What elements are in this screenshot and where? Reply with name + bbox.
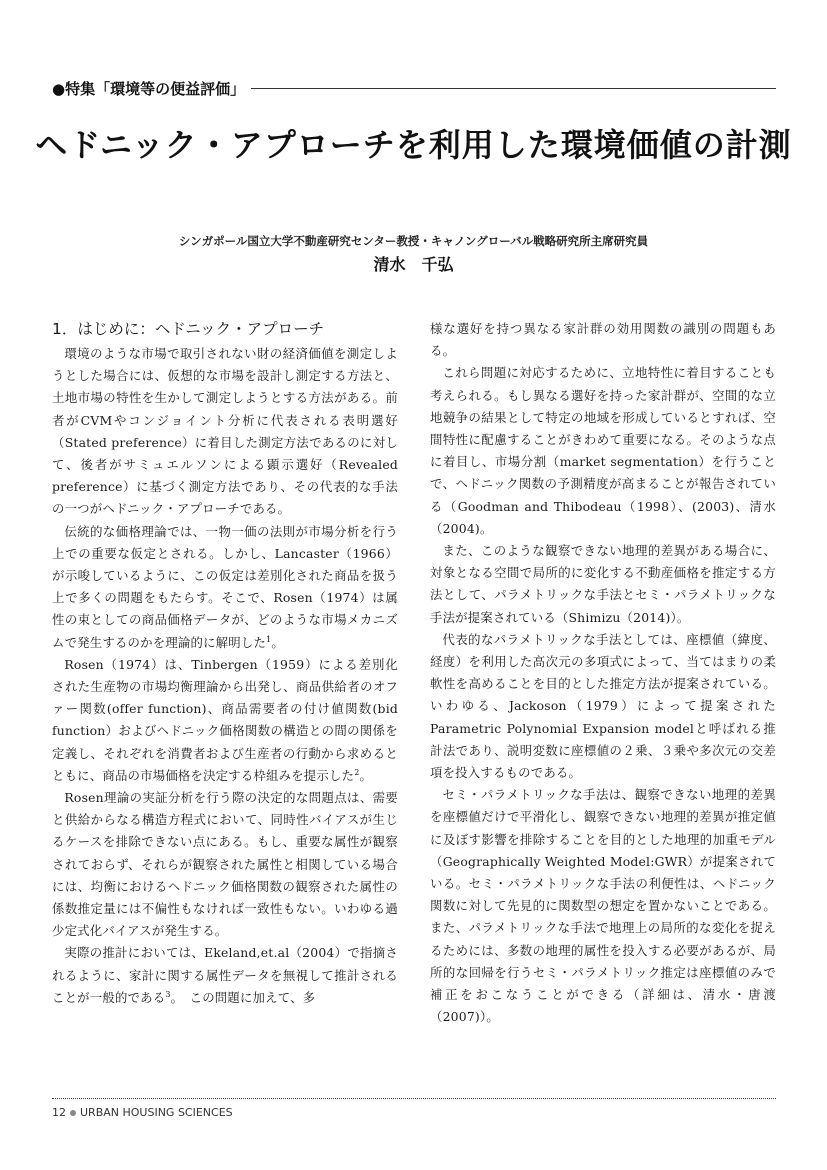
- paragraph: [52, 343, 398, 521]
- paragraph-text: Rosen（1974）は、Tinbergen（1959）による差別化された生産物の市場均衡理論から出発し、商品供給者のオファー関数(offer function)、商品需要者の付け値関数(bid function）およびヘドニック価格関数の構造との間の関係を定義し、それぞれを消費者および生産者の行動から求めるとともに、商品の市場価格を決定する枠組みを提示した: [52, 656, 398, 783]
- feature-header: [52, 76, 776, 100]
- article-title: ヘドニック・アプローチを利用した環境価値の計測: [35, 126, 792, 164]
- paragraph: [52, 942, 398, 1009]
- paragraph: [52, 654, 398, 787]
- left-column: [52, 318, 398, 1009]
- footer-rule: [52, 1098, 776, 1099]
- paragraph: [430, 540, 776, 629]
- footnote-ref: 1: [266, 634, 272, 644]
- paragraph-text: 伝統的な価格理論では、一物一価の法則が市場分析を行う上での重要な仮定とされる。しかし、Lancaster（1966）が示唆しているように、この仮定は差別化された商品を扱う上で多くの問題をもたらす。そこで、Rosen（1974）は属性の束としての商品価格データが、どのような市場メカニズムで発生するのかを理論的に解明した: [52, 523, 398, 650]
- section-heading: 1．はじめに：ヘドニック・アプローチ: [52, 320, 325, 338]
- paragraph: [430, 629, 776, 784]
- footnote-ref: 2: [354, 767, 360, 777]
- page-footer: [52, 1106, 233, 1119]
- journal-name: URBAN HOUSING SCIENCES: [80, 1106, 233, 1119]
- paragraph-tail: 。: [271, 634, 284, 650]
- paragraph-text: Rosen理論の実証分析を行う際の決定的な問題点は、需要と供給からなる構造方程式において、同時性バイアスが生じるケースを排除できない点にある。もし、重要な属性が観察されておらず、それらが観察された属性と相関している場合には、均衡におけるヘドニック価格関数の観察された属性の係数推定量には不偏性もなければ一致性もない。いわゆる過少定式化バイアスが発生する。: [52, 790, 398, 939]
- paragraph-text: 環境のような市場で取引されない財の経済価値を測定しようとした場合には、仮想的な市場を設計し測定する方法と、土地市場の特性を生かして測定しようとする方法がある。前者がCVMやコンジョイント分析に代表される表明選好（Stated preference）に着目した測定方法であるのに対して、後者がサミュエルソンによる顕示選好（Revealed preference）に基づく測定方法であり、その代表的な手法の一つがヘドニック・アプローチである。: [52, 346, 398, 517]
- author-affiliation: シンガポール国立大学不動産研究センター教授・キャノングローバル戦略研究所主席研究員: [178, 234, 649, 248]
- right-column: [430, 318, 776, 1029]
- paragraph-text: 様な選好を持つ異なる家計群の効用関数の識別の問題もある。: [430, 321, 776, 359]
- author-name: 清水 千弘: [373, 255, 454, 274]
- paragraph: [430, 784, 776, 1028]
- paragraph-text: 代表的なパラメトリックな手法としては、座標値（緯度、経度）を利用した高次元の多項式によって、当てはまりの柔軟性を高めることを目的とした推定方法が提案されている。いわゆる、Jackoson（1979）によって提案されたParametric Polynomial Expansion modelと呼ばれる推計法であり、説明変数に座標値の２乗、３乗や多次元の交差項を投入するものである。: [430, 631, 776, 781]
- bullet-icon: [70, 1110, 76, 1116]
- paragraph-text: また、このような観察できない地理的差異がある場合に、対象となる空間で局所的に変化する不動産価格を推定する方法として、パラメトリックな手法とセミ・パラメトリックな手法が提案されている（Shimizu（2014)）。: [430, 543, 776, 625]
- feature-label: ●特集「環境等の便益評価」: [52, 79, 246, 98]
- header-rule: [251, 88, 776, 89]
- paragraph: [430, 318, 776, 362]
- paragraph-tail: 。 この問題に加えて、多: [170, 989, 316, 1005]
- paragraph: [52, 787, 398, 942]
- paragraph-text: 実際の推計においては、Ekeland,et.al（2004）で指摘されるように、家計に関する属性データを無視して推計されることが一般的である: [52, 945, 398, 1005]
- paragraph-tail: 。: [359, 767, 373, 783]
- paragraph-text: これら問題に対応するために、立地特性に着目することも考えられる。もし異なる選好を持った家計群が、空間的な立地競争の結果として特定の地域を形成しているとすれば、空間特性に配慮することがきわめて重要になる。そのような点に着目し、市場分割（market segmentation）を行うことで、ヘドニック関数の予測精度が高まることが報告されている（Goodman and Thibodeau（1998）、(2003)、清水（2004)。: [430, 365, 776, 536]
- footnote-ref: 3: [165, 989, 171, 999]
- paragraph: [52, 521, 398, 654]
- page-number: 12: [52, 1106, 66, 1119]
- paragraph-text: セミ・パラメトリックな手法は、観察できない地理的差異を座標値だけで平滑化し、観察できない地理的差異が推定値に及ぼす影響を排除することを目的とした地理的加重モデル（Geographically Weighted Model:GWR）が提案されている。セミ・パラメトリックな手法の利便性は、ヘドニック関数に対して先見的に関数型の想定を置かないことである。また、パラメトリックな手法で地理上の局所的な変化を捉えるためには、多数の地理的属性を投入する必要があるが、局所的な回帰を行うセミ・パラメトリック推定は座標値のみで補正をおこなうことができる（詳細は、清水・唐渡（2007)）。: [430, 787, 776, 1025]
- paragraph: [430, 362, 776, 540]
